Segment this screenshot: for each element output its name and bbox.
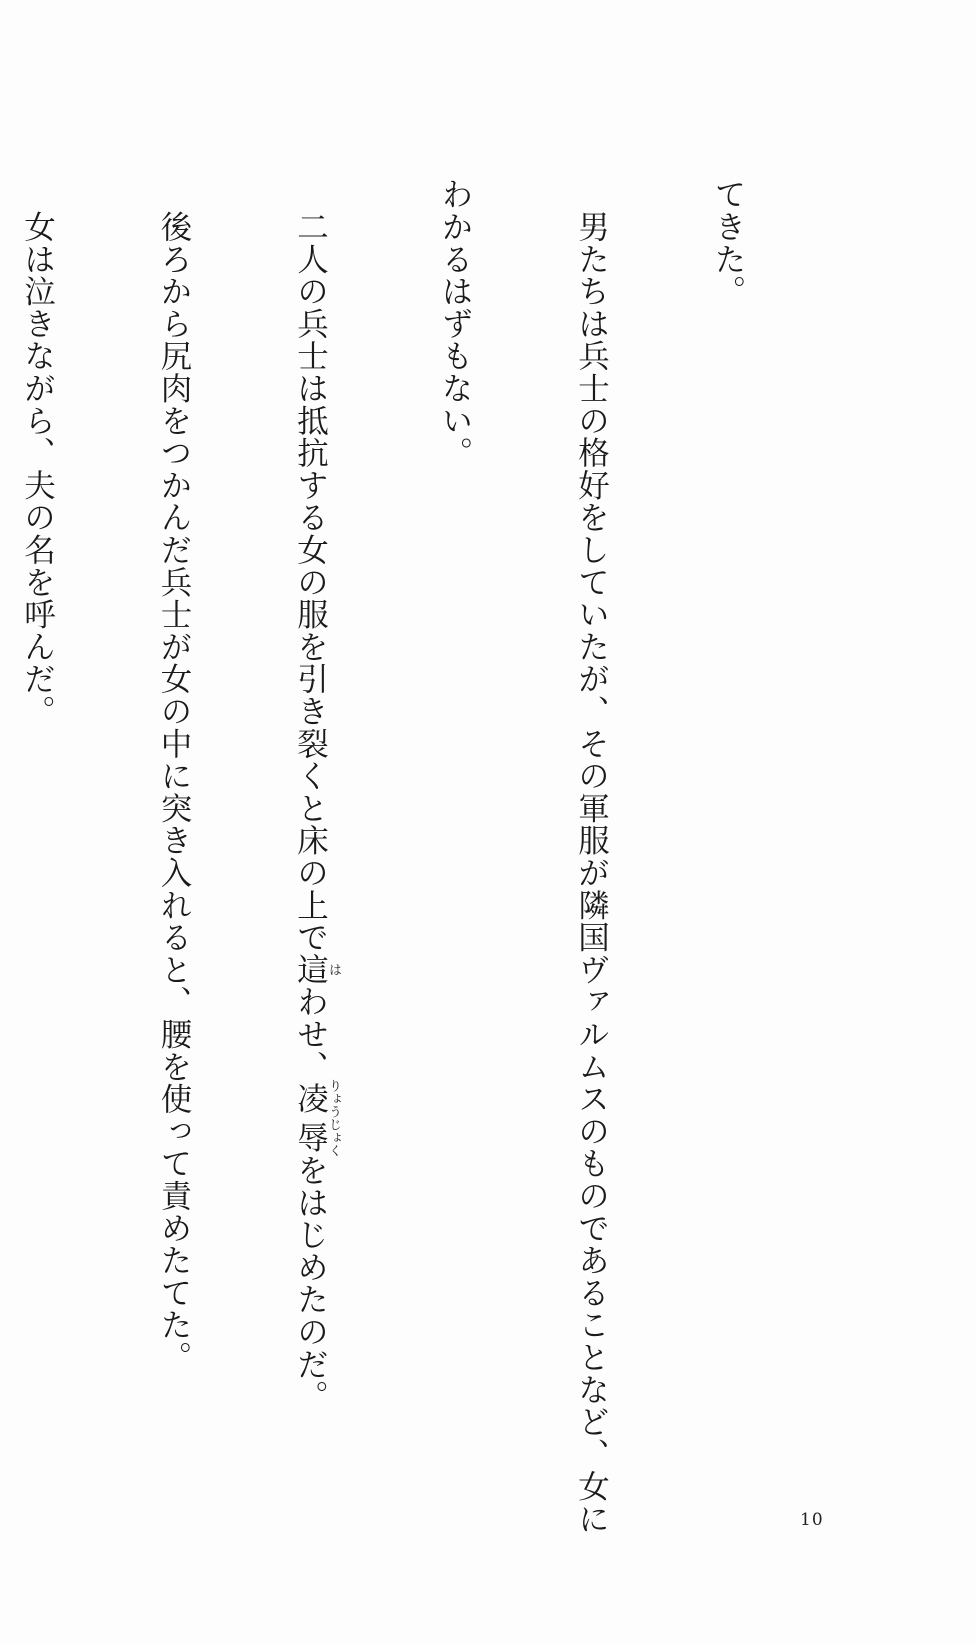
ruby-word xyxy=(292,1079,341,1158)
page-number: 10 xyxy=(800,1510,824,1530)
ruby-reading: は xyxy=(326,953,341,986)
text-line xyxy=(287,178,341,1513)
ruby-reading: りょうじょく xyxy=(326,1079,341,1158)
ruby-base: 這 xyxy=(292,953,329,986)
text-segment: 二人の兵士は抵抗する女の服を引き裂くと床の上で xyxy=(292,178,329,954)
text-line: てきた。 xyxy=(710,178,746,308)
text-segment: わせ、 xyxy=(292,985,329,1083)
text-line: 後ろから尻肉をつかんだ兵士が女の中に突き入れると、腰を使って責めたてた。 xyxy=(156,178,192,1374)
ruby-word xyxy=(292,953,341,986)
ruby-base: 凌辱 xyxy=(292,1079,329,1158)
text-segment: をはじめたのだ。 xyxy=(292,1153,329,1413)
text-line: 男たちは兵士の格好をしていたが、その軍服が隣国ヴァルムスのものであることなど、女に xyxy=(573,178,610,1535)
text-line: 女は泣きながら、夫の名を呼んだ。 xyxy=(19,178,56,728)
text-line: わかるはずもない。 xyxy=(437,178,473,469)
